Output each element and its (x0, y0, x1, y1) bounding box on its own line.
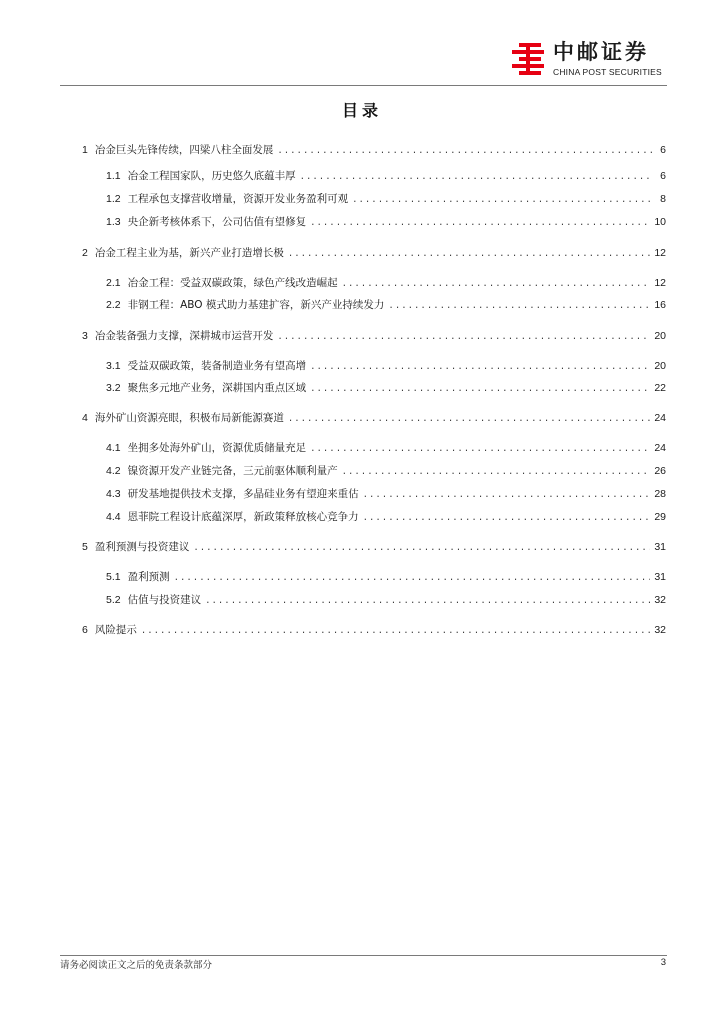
footer-divider (60, 955, 667, 956)
company-logo (509, 40, 667, 80)
header-divider (60, 85, 667, 86)
toc-entry-text: 央企新考核体系下，公司估值有望修复 (127, 216, 307, 228)
toc-entry-page: 29 (654, 511, 666, 523)
dot-leader (310, 215, 650, 231)
toc-entry-4-4[interactable] (106, 509, 666, 525)
toc-entry-4-1[interactable] (106, 440, 666, 456)
toc-entry-5[interactable] (82, 539, 666, 555)
dot-leader (277, 329, 650, 345)
toc-entry-number: 5.1 (106, 571, 121, 583)
toc-entry-text: 盈利预测 (127, 571, 170, 583)
toc-entry-page: 12 (654, 247, 666, 259)
toc-entry-number: 1.3 (106, 216, 121, 228)
toc-title: 目录 (341, 101, 382, 120)
toc-entry-number: 5 (82, 541, 88, 553)
toc-entry-text: 镍资源开发产业链完备，三元前驱体顺利量产 (127, 465, 338, 477)
dot-leader (205, 593, 650, 609)
toc-entry-text: 冶金工程国家队，历史悠久底蕴丰厚 (127, 170, 296, 182)
dot-leader (288, 246, 650, 262)
dot-leader (388, 298, 650, 314)
dot-leader (310, 359, 650, 375)
dot-leader (310, 381, 650, 397)
brand-name-en: CHINA POST SECURITIES (553, 67, 662, 77)
toc-entry-2[interactable] (82, 245, 666, 261)
toc-entry-page: 24 (654, 412, 666, 424)
toc-entry-3[interactable] (82, 328, 666, 344)
toc-entry-page: 24 (654, 442, 666, 454)
dot-leader (141, 623, 650, 639)
toc-entry-number: 2.1 (106, 277, 121, 289)
toc-entry-page: 10 (654, 216, 666, 228)
dot-leader (174, 570, 651, 586)
toc-entry-6[interactable] (82, 622, 666, 638)
toc-entry-page: 31 (654, 571, 666, 583)
toc-entry-page: 31 (654, 541, 666, 553)
toc-entry-text: 冶金巨头先锋传续，四梁八柱全面发展 (94, 144, 274, 156)
toc-entry-number: 3.1 (106, 360, 121, 372)
toc-entry-number: 4.2 (106, 465, 121, 477)
toc-entry-number: 4.3 (106, 488, 121, 500)
toc-entry-page: 22 (654, 382, 666, 394)
toc-entry-number: 4 (82, 412, 88, 424)
toc-entry-number: 4.1 (106, 442, 121, 454)
toc-entry-number: 1.1 (106, 170, 121, 182)
toc-entry-number: 3.2 (106, 382, 121, 394)
toc-entry-4-3[interactable] (106, 486, 666, 502)
toc-entry-number: 1.2 (106, 193, 121, 205)
toc-entry-text: 工程承包支撑营收增量，资源开发业务盈利可观 (127, 193, 349, 205)
toc-entry-text: 风险提示 (94, 624, 137, 636)
page-number: 3 (660, 957, 666, 968)
toc-entry-text: 研发基地提供技术支撑，多晶硅业务有望迎来重估 (127, 488, 359, 500)
toc-entry-text: 恩菲院工程设计底蕴深厚，新政策释放核心竞争力 (127, 511, 359, 523)
toc-entry-1-3[interactable] (106, 214, 666, 230)
toc-entry-3-1[interactable] (106, 358, 666, 374)
toc-entry-text: 冶金装备强力支撑，深耕城市运营开发 (94, 330, 274, 342)
toc-entry-1-2[interactable] (106, 191, 666, 207)
dot-leader (310, 441, 650, 457)
toc-entry-page: 28 (654, 488, 666, 500)
toc-entry-text: 估值与投资建议 (127, 594, 202, 606)
toc-entry-page: 16 (654, 299, 666, 311)
toc-entry-1-1[interactable] (106, 168, 666, 184)
toc-entry-5-1[interactable] (106, 569, 666, 585)
toc-entry-text: 受益双碳政策，装备制造业务有望高增 (127, 360, 307, 372)
toc-entry-4[interactable] (82, 410, 666, 426)
toc-entry-text: 非钢工程：ABO 模式助力基建扩容，新兴产业持续发力 (127, 299, 385, 311)
toc-entry-number: 2 (82, 247, 88, 259)
toc-entry-1[interactable] (82, 142, 666, 158)
toc-entry-text: 聚焦多元地产业务，深耕国内重点区域 (127, 382, 307, 394)
dot-leader (352, 192, 652, 208)
toc-entry-page: 6 (660, 144, 666, 156)
toc-entry-number: 5.2 (106, 594, 121, 606)
toc-entry-page: 20 (654, 360, 666, 372)
toc-entry-page: 6 (660, 170, 666, 182)
toc-entry-4-2[interactable] (106, 463, 666, 479)
toc-entry-page: 32 (654, 594, 666, 606)
toc-entry-text: 冶金工程：受益双碳政策，绿色产线改造崛起 (127, 277, 338, 289)
disclaimer-note: 请务必阅读正文之后的免责条款部分 (60, 960, 213, 971)
toc-entry-page: 32 (654, 624, 666, 636)
toc-entry-number: 6 (82, 624, 88, 636)
toc-entry-page: 8 (660, 193, 666, 205)
toc-entry-page: 20 (654, 330, 666, 342)
brand-name-cn: 中邮证券 (553, 40, 649, 64)
dot-leader (342, 276, 651, 292)
toc-entry-page: 26 (654, 465, 666, 477)
toc-entry-text: 坐拥多处海外矿山，资源优质储量充足 (127, 442, 307, 454)
dot-leader (363, 510, 651, 526)
dot-leader (300, 169, 652, 185)
toc-entry-text: 盈利预测与投资建议 (94, 541, 190, 553)
toc-entry-number: 2.2 (106, 299, 121, 311)
toc-entry-2-2[interactable] (106, 297, 666, 313)
dot-leader (277, 143, 652, 159)
page-header (60, 0, 667, 86)
dot-leader (288, 411, 650, 427)
toc-entry-number: 3 (82, 330, 88, 342)
toc-entry-text: 冶金工程主业为基，新兴产业打造增长极 (94, 247, 284, 259)
toc-entry-page: 12 (654, 277, 666, 289)
toc-entry-3-2[interactable] (106, 380, 666, 396)
dot-leader (193, 540, 650, 556)
toc-entry-5-2[interactable] (106, 592, 666, 608)
toc-entry-number: 1 (82, 144, 88, 156)
dot-leader (342, 464, 651, 480)
toc-entry-text: 海外矿山资源亮眼，积极布局新能源赛道 (94, 412, 284, 424)
dot-leader (363, 487, 651, 503)
toc-entry-2-1[interactable] (106, 275, 666, 291)
toc-entry-number: 4.4 (106, 511, 121, 523)
china-post-logo-icon (509, 40, 547, 78)
